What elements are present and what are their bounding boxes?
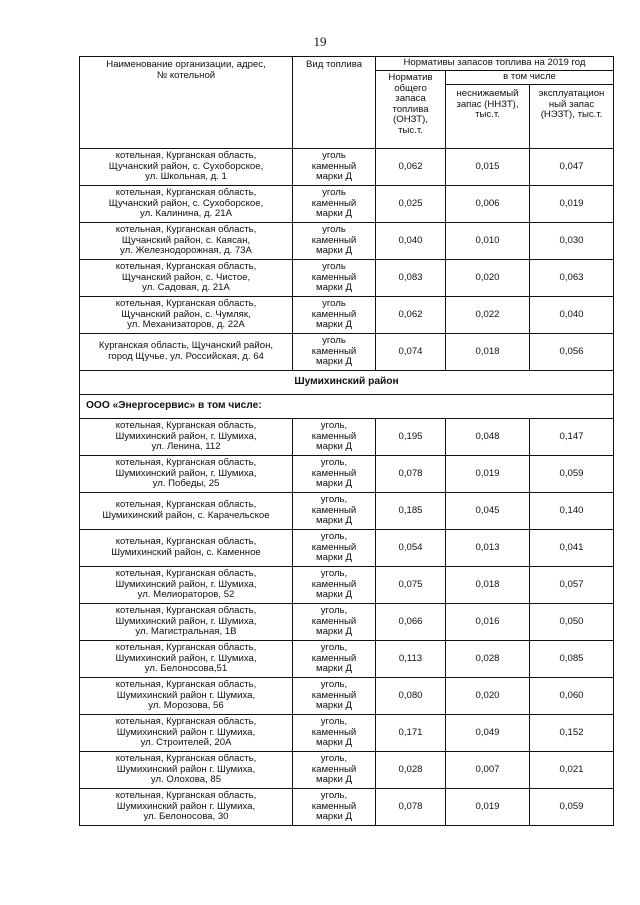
nnzt-value-cell: 0,016 <box>446 604 530 641</box>
nnzt-value-cell: 0,013 <box>446 530 530 567</box>
onzt-value-cell: 0,185 <box>376 493 446 530</box>
nnzt-value-cell: 0,010 <box>446 223 530 260</box>
organization-title-row <box>80 395 614 419</box>
section-title-row <box>80 371 614 395</box>
table-row <box>80 567 614 604</box>
nnzt-value-cell: 0,020 <box>446 678 530 715</box>
nezt-value-cell: 0,056 <box>530 334 614 371</box>
nnzt-value-cell: 0,018 <box>446 567 530 604</box>
onzt-value-cell: 0,040 <box>376 223 446 260</box>
nnzt-value-cell: 0,028 <box>446 641 530 678</box>
nnzt-value-cell: 0,007 <box>446 752 530 789</box>
nnzt-value-cell: 0,018 <box>446 334 530 371</box>
nnzt-value-cell: 0,022 <box>446 297 530 334</box>
onzt-value-cell: 0,113 <box>376 641 446 678</box>
table-row <box>80 260 614 297</box>
onzt-value-cell: 0,062 <box>376 297 446 334</box>
boiler-address-cell: котельная, Курганская область, Шумихинский район, г. Шумиха, ул. Ленина, 112 <box>80 419 293 456</box>
onzt-value-cell: 0,066 <box>376 604 446 641</box>
boiler-address-cell: котельная, Курганская область, Шумихинский район г. Шумиха, ул. Морозова, 56 <box>80 678 293 715</box>
boiler-address-cell: котельная, Курганская область, Щучанский район, с. Чистое, ул. Садовая, д. 21А <box>80 260 293 297</box>
boiler-address-cell: котельная, Курганская область, Шумихинский район, г. Шумиха, ул. Мелиораторов, 52 <box>80 567 293 604</box>
boiler-address-cell: Курганская область, Щучанский район, город Щучье, ул. Российская, д. 64 <box>80 334 293 371</box>
onzt-value-cell: 0,075 <box>376 567 446 604</box>
fuel-type-cell: уголь, каменный марки Д <box>293 678 376 715</box>
boiler-address-cell: котельная, Курганская область, Щучанский район, с. Сухоборское, ул. Школьная, д. 1 <box>80 149 293 186</box>
nezt-value-cell: 0,140 <box>530 493 614 530</box>
page-number: 19 <box>313 34 327 49</box>
nezt-value-cell: 0,050 <box>530 604 614 641</box>
nezt-value-cell: 0,021 <box>530 752 614 789</box>
boiler-address-cell: котельная, Курганская область, Шумихинский район, с. Карачельское <box>80 493 293 530</box>
nezt-value-cell: 0,147 <box>530 419 614 456</box>
fuel-type-cell: уголь, каменный марки Д <box>293 567 376 604</box>
nnzt-value-cell: 0,006 <box>446 186 530 223</box>
nezt-value-cell: 0,040 <box>530 297 614 334</box>
boiler-address-cell: котельная, Курганская область, Шумихинский район, г. Шумиха, ул. Магистральная, 1В <box>80 604 293 641</box>
header-fuel-cell: Вид топлива <box>293 57 376 149</box>
nezt-value-cell: 0,059 <box>530 456 614 493</box>
onzt-value-cell: 0,083 <box>376 260 446 297</box>
table-row <box>80 223 614 260</box>
boiler-address-cell: котельная, Курганская область, Щучанский район, с. Чумляк, ул. Механизаторов, д. 22А <box>80 297 293 334</box>
table-row <box>80 186 614 223</box>
organization-title: ООО «Энергосервис» в том числе: <box>80 395 614 419</box>
table-row <box>80 789 614 826</box>
nezt-value-cell: 0,063 <box>530 260 614 297</box>
table-row <box>80 334 614 371</box>
nnzt-value-cell: 0,019 <box>446 456 530 493</box>
nezt-value-cell: 0,041 <box>530 530 614 567</box>
boiler-address-cell: котельная, Курганская область, Шумихинский район, г. Шумиха, ул. Белоносова,51 <box>80 641 293 678</box>
nezt-value-cell: 0,030 <box>530 223 614 260</box>
nezt-value-cell: 0,057 <box>530 567 614 604</box>
table-row <box>80 604 614 641</box>
fuel-type-cell: уголь, каменный марки Д <box>293 419 376 456</box>
onzt-value-cell: 0,078 <box>376 456 446 493</box>
boiler-address-cell: котельная, Курганская область, Шумихинский район, г. Шумиха, ул. Победы, 25 <box>80 456 293 493</box>
boiler-address-cell: котельная, Курганская область, Шумихинский район г. Шумиха, ул. Белоносова, 30 <box>80 789 293 826</box>
onzt-value-cell: 0,054 <box>376 530 446 567</box>
fuel-type-cell: уголь каменный марки Д <box>293 223 376 260</box>
header-including-cell: в том числе <box>446 71 614 85</box>
header-norms-cell: Нормативы запасов топлива на 2019 год <box>376 57 614 71</box>
table-row <box>80 715 614 752</box>
fuel-type-cell: уголь, каменный марки Д <box>293 604 376 641</box>
nnzt-value-cell: 0,045 <box>446 493 530 530</box>
onzt-value-cell: 0,078 <box>376 789 446 826</box>
table-row <box>80 149 614 186</box>
fuel-type-cell: уголь каменный марки Д <box>293 297 376 334</box>
nezt-value-cell: 0,019 <box>530 186 614 223</box>
onzt-value-cell: 0,171 <box>376 715 446 752</box>
fuel-type-cell: уголь каменный марки Д <box>293 260 376 297</box>
table-row <box>80 493 614 530</box>
nezt-value-cell: 0,060 <box>530 678 614 715</box>
nnzt-value-cell: 0,048 <box>446 419 530 456</box>
table-row <box>80 641 614 678</box>
onzt-value-cell: 0,025 <box>376 186 446 223</box>
boiler-address-cell: котельная, Курганская область, Щучанский район, с. Сухоборское, ул. Калинина, д. 21А <box>80 186 293 223</box>
header-nnzt-cell: неснижаемый запас (ННЗТ), тыс.т. <box>446 85 530 149</box>
onzt-value-cell: 0,028 <box>376 752 446 789</box>
table-row <box>80 297 614 334</box>
nezt-value-cell: 0,152 <box>530 715 614 752</box>
fuel-norms-table <box>79 56 614 826</box>
table-row <box>80 678 614 715</box>
header-onzt-cell: Норматив общего запаса топлива (ОНЗТ), тыс.т. <box>376 71 446 149</box>
onzt-value-cell: 0,074 <box>376 334 446 371</box>
boiler-address-cell: котельная, Курганская область, Шумихинский район, с. Каменное <box>80 530 293 567</box>
fuel-type-cell: уголь, каменный марки Д <box>293 493 376 530</box>
header-name-cell: Наименование организации, адрес, № котельной <box>80 57 293 149</box>
nnzt-value-cell: 0,019 <box>446 789 530 826</box>
nezt-value-cell: 0,059 <box>530 789 614 826</box>
fuel-type-cell: уголь, каменный марки Д <box>293 530 376 567</box>
nnzt-value-cell: 0,049 <box>446 715 530 752</box>
fuel-type-cell: уголь, каменный марки Д <box>293 456 376 493</box>
section-title: Шумихинский район <box>80 371 614 395</box>
table-row <box>80 752 614 789</box>
fuel-type-cell: уголь, каменный марки Д <box>293 789 376 826</box>
onzt-value-cell: 0,080 <box>376 678 446 715</box>
nnzt-value-cell: 0,015 <box>446 149 530 186</box>
table-row <box>80 419 614 456</box>
boiler-address-cell: котельная, Курганская область, Шумихинский район г. Шумиха, ул. Строителей, 20А <box>80 715 293 752</box>
fuel-type-cell: уголь каменный марки Д <box>293 186 376 223</box>
nezt-value-cell: 0,047 <box>530 149 614 186</box>
fuel-type-cell: уголь, каменный марки Д <box>293 715 376 752</box>
fuel-type-cell: уголь, каменный марки Д <box>293 752 376 789</box>
header-nezt-cell: эксплуатацион ный запас (НЭЗТ), тыс.т. <box>530 85 614 149</box>
fuel-type-cell: уголь каменный марки Д <box>293 149 376 186</box>
fuel-type-cell: уголь, каменный марки Д <box>293 641 376 678</box>
boiler-address-cell: котельная, Курганская область, Шумихинский район г. Шумиха, ул. Олохова, 85 <box>80 752 293 789</box>
onzt-value-cell: 0,062 <box>376 149 446 186</box>
fuel-type-cell: уголь каменный марки Д <box>293 334 376 371</box>
nnzt-value-cell: 0,020 <box>446 260 530 297</box>
onzt-value-cell: 0,195 <box>376 419 446 456</box>
table-row <box>80 530 614 567</box>
boiler-address-cell: котельная, Курганская область, Щучанский район, с. Каясан, ул. Железнодорожная, д. 73А <box>80 223 293 260</box>
nezt-value-cell: 0,085 <box>530 641 614 678</box>
table-row <box>80 456 614 493</box>
